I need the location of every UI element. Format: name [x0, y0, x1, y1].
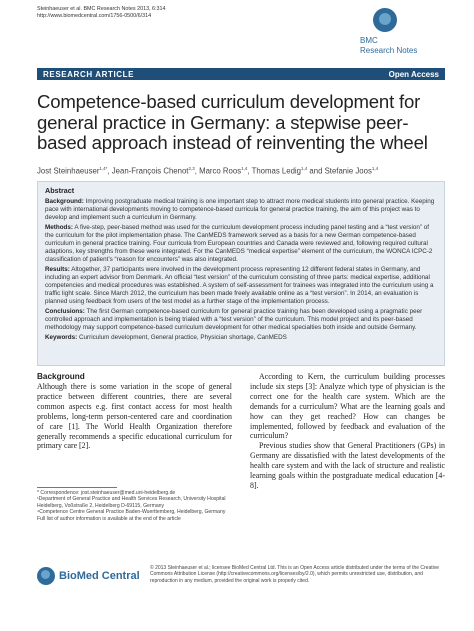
biomed-central-icon [37, 567, 55, 585]
section-text: Curriculum development, General practice, Physician shortage, CanMEDS [77, 333, 287, 341]
body-paragraph: Although there is some variation in the scope of general practice between different countries, there are several common aspects e.g. first contact access for most health problems, long-term person-centered care and coordination of care [1]. The World Health Organization therefore generally recommends a specific educational curriculum for primary care [2]. [37, 382, 232, 451]
journal-logo-text [360, 36, 417, 55]
abstract-results [45, 266, 437, 306]
section-label: Conclusions: [45, 307, 85, 315]
author-name: , Jean-François Chenot [107, 166, 189, 176]
section-label: Background: [45, 197, 84, 205]
logo-line-2: Research Notes [360, 45, 418, 55]
journal-logo [360, 8, 440, 60]
author-info-note: Full list of author information is available at the end of the article [37, 515, 181, 522]
publisher-logo [37, 566, 157, 586]
body-paragraph: Previous studies show that General Practitioners (GPs) in Germany are dissatisfied with the latest developments of the health care system and with the lack of structure and realistic learning goals within the postgraduate medical education [4-8]. [250, 441, 445, 490]
abstract-conclusions [45, 308, 437, 332]
article-title: Competence-based curriculum development for general practice in Germany: a stepwise peer-based approach instead of reinventing the wheel [37, 91, 428, 153]
footnotes [37, 490, 237, 522]
abstract-methods [45, 224, 437, 264]
section-text: A five-step, peer-based method was used for the curriculum development process including panel testing and a “test version” of the curriculum for the pilot implementation phase. The CanMEDS framework served as a basis for a new German competence-based curriculum in general practice training. Four curricula from European countries and Canada were reviewed and, following required cultural adaptions, key strengths from these were integrated. For the CanMEDS “medical expertise” element of the curriculum, the WONCA ICPC-2 classification of patient’s “reason for encounters” was also integrated. [45, 224, 433, 263]
author-list [37, 164, 447, 177]
author-name: and Stefanie Joos [307, 166, 372, 176]
body-column-right [250, 372, 445, 491]
citation-header [37, 6, 166, 21]
publisher-name: BioMed Central [59, 570, 140, 582]
section-label: Results: [45, 265, 70, 273]
author-affiliation: 1,4* [99, 166, 108, 171]
section-text: Altogether, 37 participants were involved in the development process representing 12 different federal states in Germany, and including an expert advisor from Denmark. An official “test version” of the curriculum consisting of three parts: medical expertise, additional competencies and medical procedures was established. A system of self-assessment for trainees was integrated into the curriculum using a traffic light scale. Since March 2012, the curriculum has been made freely available online as a “test version”. In 2014, an evaluation is planned using feedback from users of the test model as a further stage of the implementation process. [45, 265, 434, 305]
correspondence-note[interactable]: * Correspondence: jost.steinhaeuser@med.uni-heidelberg.de [37, 490, 176, 496]
license-text: © 2013 Steinhaeuser et al.; licensee BioMed Central Ltd. This is an Open Access article distributed under the terms of the Creative Commons Attribution License (http://creativecommons.org/licenses/by/2.0), which permits unrestricted use, distribution, and reproduction in any medium, provided the original work is properly cited. [150, 565, 440, 584]
author-affiliation: 2,3 [188, 166, 195, 171]
author-name: , Thomas Ledig [247, 166, 301, 176]
section-label: Keywords: [45, 333, 78, 341]
section-heading-background: Background [37, 372, 85, 381]
author-name: , Marco Roos [194, 166, 242, 176]
author-affiliation: 1,4 [241, 166, 248, 171]
abstract-box [37, 181, 445, 366]
affiliation-note: ⁴Competence Centre General Practice Baden-Wuerttemberg, Heidelberg, Germany [37, 509, 226, 516]
section-text: The first German competence-based curriculum for general practice training has been developed using a pragmatic peer controlled approach and implementation is being trialed with a “test version” of the curriculum. This model project and its peer-based methodology may support competence-based curriculum development for other medical specialties both inside and outside Germany. [45, 307, 423, 331]
article-type-banner [37, 68, 445, 80]
abstract-heading: Abstract [45, 186, 75, 195]
author-name: Jost Steinhaeuser [37, 166, 100, 176]
logo-line-1: BMC [360, 36, 378, 45]
abstract-background [45, 198, 437, 222]
section-text: Improving postgraduate medical training is one important step to attract more medical students into general practice. Keeping pace with international developments moving to competence-based curricula for general practice training, the aim of this project was to develop and implement such a curriculum in Germany. [45, 197, 435, 221]
citation-url[interactable]: http://www.biomedcentral.com/1756-0500/6/314 [37, 13, 152, 20]
affiliation-note: ¹Department of General Practice and Health Services Research, University Hospital Heidelberg, Voßstraße 2, Heidelberg D-69115, Germany [37, 496, 226, 509]
body-column-left [37, 372, 232, 451]
author-affiliation: 1,4 [301, 166, 308, 171]
bmc-logo-icon [373, 8, 397, 32]
author-affiliation: 1,4 [371, 166, 379, 171]
section-label: Methods: [45, 224, 73, 232]
citation-line: Steinhaeuser et al. BMC Research Notes 2013, 6:314 [37, 6, 166, 12]
footnote-divider [37, 487, 117, 488]
article-type-label: RESEARCH ARTICLE [43, 69, 135, 79]
open-access-label: Open Access [388, 69, 439, 79]
abstract-keywords [45, 334, 437, 342]
body-paragraph: According to Kern, the curriculum building processes include six steps [3]: Analyze which type of physician is the correct one for the health care system. Which are the demands for a curriculum? What are the learning goals and how can they get reached? How can changes be implemented, followed by feedback and evaluation of the curriculum? [250, 372, 445, 441]
